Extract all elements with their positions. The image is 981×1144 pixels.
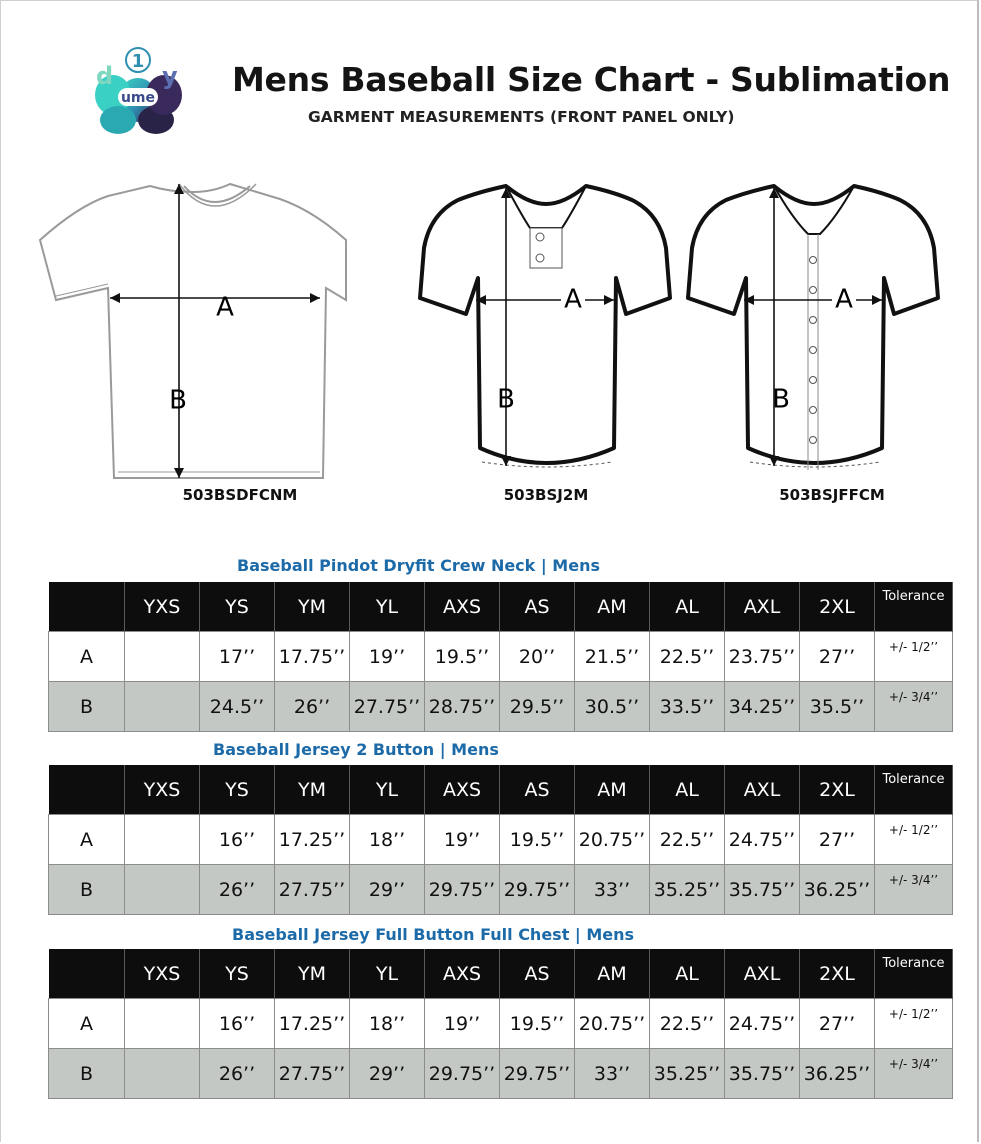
header-cell: AS	[500, 765, 575, 815]
table-cell: 19.5’’	[425, 632, 500, 682]
row-label: B	[49, 682, 125, 732]
header-cell: 2XL	[800, 949, 875, 999]
table-cell: 29’’	[350, 865, 425, 915]
header-cell: YM	[275, 765, 350, 815]
row-label: A	[49, 999, 125, 1049]
garment-code-full-button: 503BSJFFCM	[779, 486, 885, 504]
table-header-row	[49, 765, 953, 815]
header-cell: 2XL	[800, 765, 875, 815]
table-cell	[125, 682, 200, 732]
table-cell: 19’’	[425, 999, 500, 1049]
table-cell: 18’’	[350, 815, 425, 865]
header-cell-tolerance: Tolerance	[875, 582, 953, 632]
crew-neck-tee-diagram	[38, 178, 348, 488]
table-cell: 19’’	[425, 815, 500, 865]
header-cell: YXS	[125, 949, 200, 999]
table-cell: 33’’	[575, 1049, 650, 1099]
header-cell	[49, 582, 125, 632]
table-cell: 16’’	[200, 999, 275, 1049]
header-cell: YS	[200, 582, 275, 632]
header-cell-tolerance: Tolerance	[875, 765, 953, 815]
header-cell: AXS	[425, 765, 500, 815]
logo-letter-y: y	[162, 62, 178, 90]
tolerance-cell: +/- 3/4’’	[875, 865, 953, 915]
table-row	[49, 1049, 953, 1099]
table-cell: 30.5’’	[575, 682, 650, 732]
header-cell: 2XL	[800, 582, 875, 632]
table-row	[49, 865, 953, 915]
table-cell: 35.25’’	[650, 865, 725, 915]
table-cell: 17’’	[200, 632, 275, 682]
table-cell: 20.75’’	[575, 999, 650, 1049]
table-cell: 19’’	[350, 632, 425, 682]
table-cell: 26’’	[275, 682, 350, 732]
header-cell: AM	[575, 582, 650, 632]
header-cell	[49, 949, 125, 999]
table-cell: 35.75’’	[725, 1049, 800, 1099]
row-label: B	[49, 1049, 125, 1099]
table-cell: 27.75’’	[350, 682, 425, 732]
garment-code-crew-neck: 503BSDFCNM	[182, 486, 298, 504]
table-cell: 24.75’’	[725, 999, 800, 1049]
header-cell: YXS	[125, 765, 200, 815]
table-cell: 34.25’’	[725, 682, 800, 732]
table-cell: 24.5’’	[200, 682, 275, 732]
table-cell: 19.5’’	[500, 815, 575, 865]
header-cell: AL	[650, 949, 725, 999]
table-cell: 19.5’’	[500, 999, 575, 1049]
two-button-jersey-diagram	[418, 178, 674, 478]
table-cell: 29.75’’	[500, 1049, 575, 1099]
table-cell: 29.75’’	[425, 1049, 500, 1099]
header-cell: AXL	[725, 765, 800, 815]
table-cell: 22.5’’	[650, 632, 725, 682]
table-cell	[125, 999, 200, 1049]
row-label: B	[49, 865, 125, 915]
row-label: A	[49, 632, 125, 682]
header-cell: YL	[350, 765, 425, 815]
table-cell	[125, 1049, 200, 1099]
table-cell: 20’’	[500, 632, 575, 682]
tolerance-cell: +/- 1/2’’	[875, 815, 953, 865]
table-cell	[125, 865, 200, 915]
table-cell: 36.25’’	[800, 1049, 875, 1099]
table-cell: 22.5’’	[650, 999, 725, 1049]
table-cell: 33’’	[575, 865, 650, 915]
label-a: A	[564, 284, 582, 315]
label-b: B	[772, 384, 790, 415]
section-title-two-button: Baseball Jersey 2 Button | Mens	[213, 740, 499, 759]
table-cell: 35.75’’	[725, 865, 800, 915]
header-cell: AXS	[425, 582, 500, 632]
section-title-crew-neck: Baseball Pindot Dryfit Crew Neck | Mens	[237, 556, 600, 575]
header-cell: AXS	[425, 949, 500, 999]
header-cell: YXS	[125, 582, 200, 632]
table-row	[49, 999, 953, 1049]
header-cell	[49, 765, 125, 815]
header-cell: YL	[350, 582, 425, 632]
table-cell: 22.5’’	[650, 815, 725, 865]
tolerance-cell: +/- 1/2’’	[875, 999, 953, 1049]
logo-text: ume	[120, 90, 156, 106]
label-a: A	[835, 284, 853, 315]
tolerance-cell: +/- 1/2’’	[875, 632, 953, 682]
table-cell: 27’’	[800, 999, 875, 1049]
garment-code-two-button: 503BSJ2M	[503, 486, 589, 504]
table-cell: 18’’	[350, 999, 425, 1049]
page-title: Mens Baseball Size Chart - Sublimation	[232, 60, 951, 99]
size-table-two-button	[48, 765, 953, 915]
table-cell: 27’’	[800, 815, 875, 865]
header-cell: AS	[500, 582, 575, 632]
page-subtitle: GARMENT MEASUREMENTS (FRONT PANEL ONLY)	[308, 108, 735, 126]
table-cell: 16’’	[200, 815, 275, 865]
table-cell: 33.5’’	[650, 682, 725, 732]
header-cell-tolerance: Tolerance	[875, 949, 953, 999]
table-cell: 24.75’’	[725, 815, 800, 865]
table-cell: 17.75’’	[275, 632, 350, 682]
table-cell: 17.25’’	[275, 815, 350, 865]
table-cell: 26’’	[200, 1049, 275, 1099]
table-cell: 29’’	[350, 1049, 425, 1099]
table-cell: 17.25’’	[275, 999, 350, 1049]
label-a: A	[216, 292, 234, 323]
table-cell: 21.5’’	[575, 632, 650, 682]
header-cell: YS	[200, 765, 275, 815]
table-row	[49, 682, 953, 732]
table-cell: 29.75’’	[425, 865, 500, 915]
header-cell: YM	[275, 582, 350, 632]
tolerance-cell: +/- 3/4’’	[875, 682, 953, 732]
table-row	[49, 815, 953, 865]
header-cell: AXL	[725, 949, 800, 999]
header-cell: YM	[275, 949, 350, 999]
table-cell	[125, 632, 200, 682]
table-cell	[125, 815, 200, 865]
table-cell: 23.75’’	[725, 632, 800, 682]
logo-letter-d: d	[96, 62, 114, 90]
header-cell: AL	[650, 582, 725, 632]
table-cell: 28.75’’	[425, 682, 500, 732]
size-table-full-button	[48, 949, 953, 1099]
header-cell: AM	[575, 949, 650, 999]
table-cell: 36.25’’	[800, 865, 875, 915]
table-cell: 27.75’’	[275, 865, 350, 915]
label-b: B	[497, 384, 515, 415]
table-cell: 27.75’’	[275, 1049, 350, 1099]
header-cell: AL	[650, 765, 725, 815]
table-cell: 27’’	[800, 632, 875, 682]
header-cell: AS	[500, 949, 575, 999]
row-label: A	[49, 815, 125, 865]
tolerance-cell: +/- 3/4’’	[875, 1049, 953, 1099]
header-cell: YS	[200, 949, 275, 999]
label-b: B	[169, 385, 187, 416]
header-cell: AXL	[725, 582, 800, 632]
table-cell: 29.75’’	[500, 865, 575, 915]
full-button-jersey-diagram	[686, 178, 942, 478]
table-row	[49, 632, 953, 682]
section-title-full-button: Baseball Jersey Full Button Full Chest | Mens	[232, 925, 635, 944]
table-cell: 20.75’’	[575, 815, 650, 865]
table-cell: 35.5’’	[800, 682, 875, 732]
table-cell: 26’’	[200, 865, 275, 915]
table-header-row	[49, 949, 953, 999]
header-cell: AM	[575, 765, 650, 815]
table-cell: 29.5’’	[500, 682, 575, 732]
logo-digit: 1	[131, 51, 145, 72]
table-cell: 35.25’’	[650, 1049, 725, 1099]
header-cell: YL	[350, 949, 425, 999]
table-header-row	[49, 582, 953, 632]
size-table-crew-neck	[48, 582, 953, 732]
brand-logo	[88, 40, 188, 136]
